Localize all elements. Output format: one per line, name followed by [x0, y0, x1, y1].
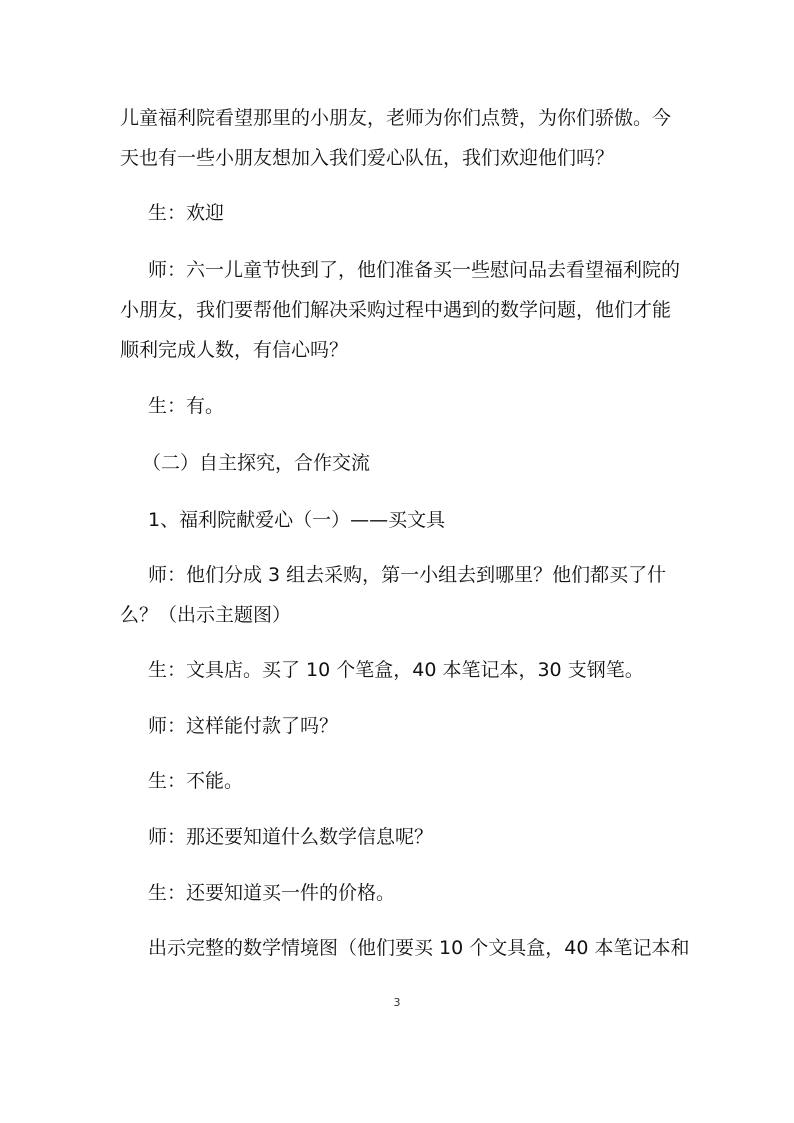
subsection-heading: [148, 500, 708, 540]
text-line: 小朋友，我们要帮他们解决采购过程中遇到的数学问题，他们才能: [120, 299, 672, 321]
paragraph-intro: [120, 98, 680, 178]
text-line: （二）自主探究，合作交流: [142, 452, 371, 474]
text-line: 师：六一儿童节快到了，他们准备买一些慰问品去看望福利院的: [148, 259, 681, 281]
paragraph-student-reply: [148, 873, 708, 913]
text-line: 天也有一些小朋友想加入我们爱心队伍，我们欢迎他们吗？: [120, 147, 615, 169]
text-line: 儿童福利院看望那里的小朋友，老师为你们点赞，为你们骄傲。今: [120, 107, 672, 129]
text-line: 生：欢迎: [148, 202, 225, 224]
text-line: 么？（出示主题图）: [120, 604, 292, 626]
text-line: 生：文具店。买了 10 个笔盒，40 本笔记本，30 支钢笔。: [148, 659, 644, 681]
section-heading: [142, 443, 702, 483]
text-line: 1、福利院献爱心（一）——买文具: [148, 509, 446, 531]
text-line: 生：有。: [148, 395, 225, 417]
paragraph-teacher-question: [148, 817, 708, 857]
page-number: 3: [393, 996, 401, 1009]
paragraph-situation: [148, 928, 708, 968]
text-line: 师：这样能付款了吗？: [148, 715, 339, 737]
paragraph-student-reply: [148, 650, 708, 690]
paragraph-teacher-question: [120, 555, 708, 635]
text-line: 生：还要知道买一件的价格。: [148, 882, 396, 904]
paragraph-teacher-question: [120, 250, 708, 370]
paragraph-student-reply: [148, 193, 708, 233]
text-line: 生：不能。: [148, 770, 244, 792]
text-line: 出示完整的数学情境图（他们要买 10 个文具盒，40 本笔记本和: [148, 937, 690, 959]
paragraph-teacher-question: [148, 706, 708, 746]
text-line: 师：他们分成 3 组去采购，第一小组去到哪里？他们都买了什: [148, 564, 667, 586]
text-line: 师：那还要知道什么数学信息呢？: [148, 826, 434, 848]
paragraph-student-reply: [148, 386, 708, 426]
paragraph-student-reply: [148, 761, 708, 801]
text-line: 顺利完成人数，有信心吗？: [120, 339, 349, 361]
